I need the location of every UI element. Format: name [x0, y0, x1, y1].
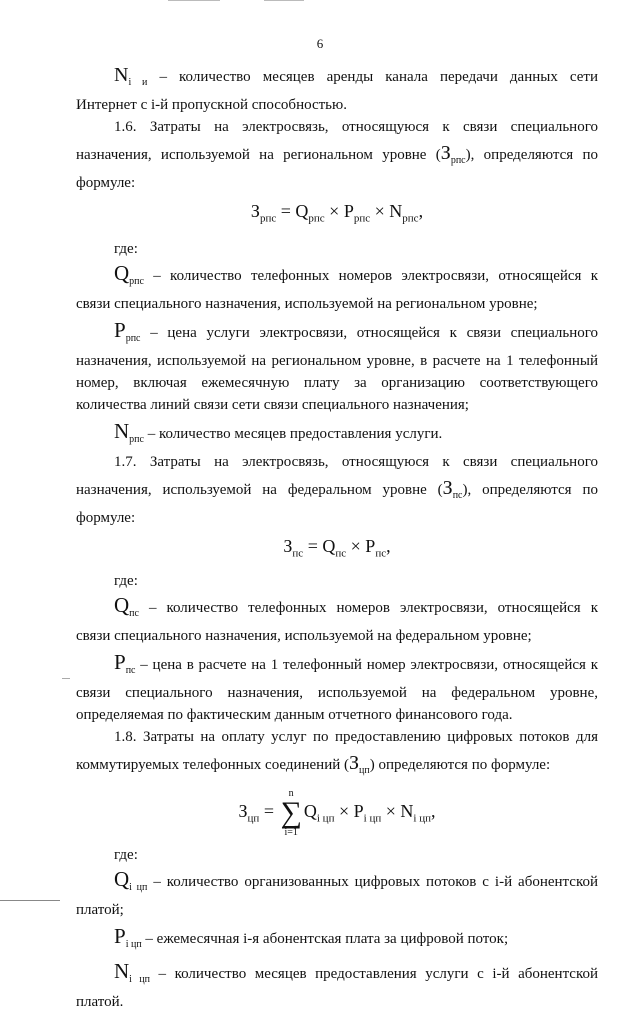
symbol-z: З: [440, 142, 451, 164]
formula-lhs: З: [283, 535, 293, 556]
symbol-p: P: [114, 317, 126, 342]
symbol-subscript: рпс: [125, 332, 141, 344]
definition-text-cont: номер, включая ежемесячную плату за организацию соответствующего: [76, 374, 598, 391]
definition-q-tsp: [76, 868, 598, 899]
where-label: где:: [114, 573, 138, 590]
formula-sub: пс: [375, 547, 387, 560]
section-1-6-intro: 1.6. Затраты на электросвязь, относящуюся к связи специального: [114, 119, 598, 135]
intro-text: ) определяются по формуле:: [369, 757, 551, 774]
definition-p-rps: [76, 319, 598, 350]
sum-symbol: ∑: [280, 796, 302, 830]
formula-label: формуле:: [76, 175, 136, 191]
intro-text: назначения, используемой на федеральном уровне (: [76, 481, 443, 498]
formula-sub: пс: [292, 547, 304, 560]
symbol-q: Q: [114, 593, 130, 618]
symbol-subscript: цп: [359, 765, 370, 777]
formula-sub: i цп: [316, 812, 335, 825]
symbol-p: P: [114, 924, 126, 949]
formula-sub: пс: [335, 547, 347, 560]
formula-n: N: [389, 201, 403, 221]
definition-p-tsp: [76, 925, 598, 956]
intro-text: назначения, используемой на региональном уровне (: [76, 147, 441, 163]
symbol-n: N: [114, 64, 129, 86]
header-rule-right: [264, 0, 304, 1]
symbol-q: Q: [114, 867, 130, 892]
definition-text-cont: определяемая по фактическим данным отчетного финансового года.: [76, 707, 513, 724]
formula-z-ps: [76, 535, 598, 565]
formula-sub: цп: [247, 812, 260, 825]
formula-n: N: [400, 801, 414, 822]
definition-text-cont: назначения, используемой на региональном уровне, в расчете на 1 телефонный: [76, 352, 598, 369]
formula-q: Q: [295, 201, 309, 221]
definition-text: – количество телефонных номеров электросвязи, относящейся к: [153, 267, 599, 284]
footer-rule: [0, 900, 60, 901]
symbol-subscript: i цп: [125, 939, 142, 951]
margin-mark: [62, 678, 70, 679]
header-rule-left: [168, 0, 220, 1]
formula-z-rps: [76, 200, 598, 230]
definition-n-rps: [76, 420, 598, 451]
intro-text: коммутируемых телефонных соединений (: [76, 757, 350, 774]
section-1-7-intro-line2: [76, 477, 598, 507]
section-1-7-intro: 1.7. Затраты на электросвязь, относящуюся к связи специального: [114, 453, 598, 470]
definition-text-cont: платой;: [76, 902, 124, 919]
definition-text: – цена в расчете на 1 телефонный номер электросвязи, относящейся к: [140, 657, 598, 674]
section-1-6-intro-line2: [76, 142, 598, 172]
definition-text: – количество месяцев предоставления услуги с i-й абонентской: [158, 966, 599, 983]
formula-times: ×: [350, 535, 361, 556]
formula-sub: i цп: [413, 812, 431, 825]
symbol-q: Q: [114, 260, 130, 285]
symbol-p: P: [114, 650, 126, 675]
page-body: [76, 64, 598, 1013]
formula-times: ×: [385, 801, 396, 822]
symbol-z: З: [349, 752, 360, 775]
symbol-subscript: пс: [452, 489, 463, 501]
definition-text: – количество организованных цифровых потоков с i-й абонентской: [153, 874, 598, 891]
section-1-8-intro: 1.8. Затраты на оплату услуг по предоставлению цифровых потоков для: [114, 729, 598, 746]
formula-lhs: З: [238, 801, 248, 822]
formula-eq: =: [280, 201, 291, 221]
formula-times: ×: [329, 201, 340, 221]
formula-tail: ,: [430, 801, 436, 822]
formula-p: P: [343, 201, 354, 221]
symbol-subscript: пс: [129, 608, 139, 620]
definition-q-ps: [76, 594, 598, 625]
formula-tail: ,: [418, 201, 424, 221]
formula-q: Q: [303, 801, 317, 822]
definition-text-cont: связи специального назначения, используемой на федеральном уровне;: [76, 628, 532, 645]
definition-ni: [76, 64, 598, 94]
symbol-subscript: рпс: [450, 155, 466, 166]
formula-p: P: [353, 801, 364, 822]
symbol-subscript: i цп: [129, 882, 148, 894]
definition-q-rps: [76, 262, 598, 293]
formula-tail: ,: [386, 535, 391, 556]
formula-sub: рпс: [402, 212, 419, 225]
definition-n-tsp: [76, 960, 598, 991]
definition-text-cont: связи специального назначения, используемой на региональном уровне;: [76, 295, 538, 312]
definition-text: – ежемесячная i-я абонентская плата за цифровой поток;: [145, 931, 509, 948]
symbol-subscript: i цп: [129, 974, 150, 986]
definition-text-cont: Интернет с i-й пропускной способностью.: [76, 97, 347, 113]
symbol-subscript: рпс: [129, 275, 144, 287]
formula-eq: =: [263, 801, 274, 822]
intro-text: ), определяются по: [462, 481, 598, 498]
formula-lhs: З: [250, 201, 260, 221]
formula-sub: i цп: [363, 812, 382, 825]
symbol-n: N: [114, 959, 130, 984]
intro-text: ), определяются по: [465, 147, 598, 163]
sum-upper-limit: n: [288, 788, 294, 800]
formula-p: P: [365, 535, 376, 556]
formula-sub: рпс: [308, 212, 325, 225]
definition-text-cont: количества линий связи сети связи специального назначения;: [76, 396, 469, 413]
definition-text: – количество месяцев предоставления услуги.: [147, 425, 443, 442]
section-1-8-intro-line2: [76, 752, 598, 782]
definition-text: – количество телефонных номеров электросвязи, относящейся к: [148, 600, 598, 617]
definition-text: – количество месяцев аренды канала передачи данных сети: [159, 69, 598, 85]
formula-sub: рпс: [259, 212, 277, 225]
formula-label: формуле:: [76, 509, 136, 526]
where-label: где:: [114, 847, 138, 864]
symbol-subscript: пс: [125, 665, 136, 677]
formula-sub: рпс: [353, 212, 371, 225]
definition-text: – цена услуги электросвязи, относящейся к связи специального: [150, 324, 598, 341]
symbol-subscript: i и: [128, 77, 148, 88]
formula-times: ×: [338, 801, 350, 822]
definition-p-ps: [76, 651, 598, 682]
page-number: 6: [316, 36, 324, 51]
symbol-z: З: [442, 476, 453, 499]
formula-times: ×: [374, 201, 385, 221]
symbol-n: N: [114, 418, 130, 443]
formula-z-tsp: [76, 788, 598, 838]
definition-text-cont: платой.: [76, 994, 124, 1011]
sum-lower-limit: i=1: [284, 827, 298, 839]
sum-operator: [280, 788, 301, 838]
formula-eq: =: [307, 535, 318, 556]
where-label: где:: [114, 240, 138, 257]
symbol-subscript: рпс: [129, 433, 144, 445]
definition-text-cont: связи специального назначения, используемой на федеральном уровне,: [76, 685, 598, 702]
formula-q: Q: [322, 535, 336, 556]
